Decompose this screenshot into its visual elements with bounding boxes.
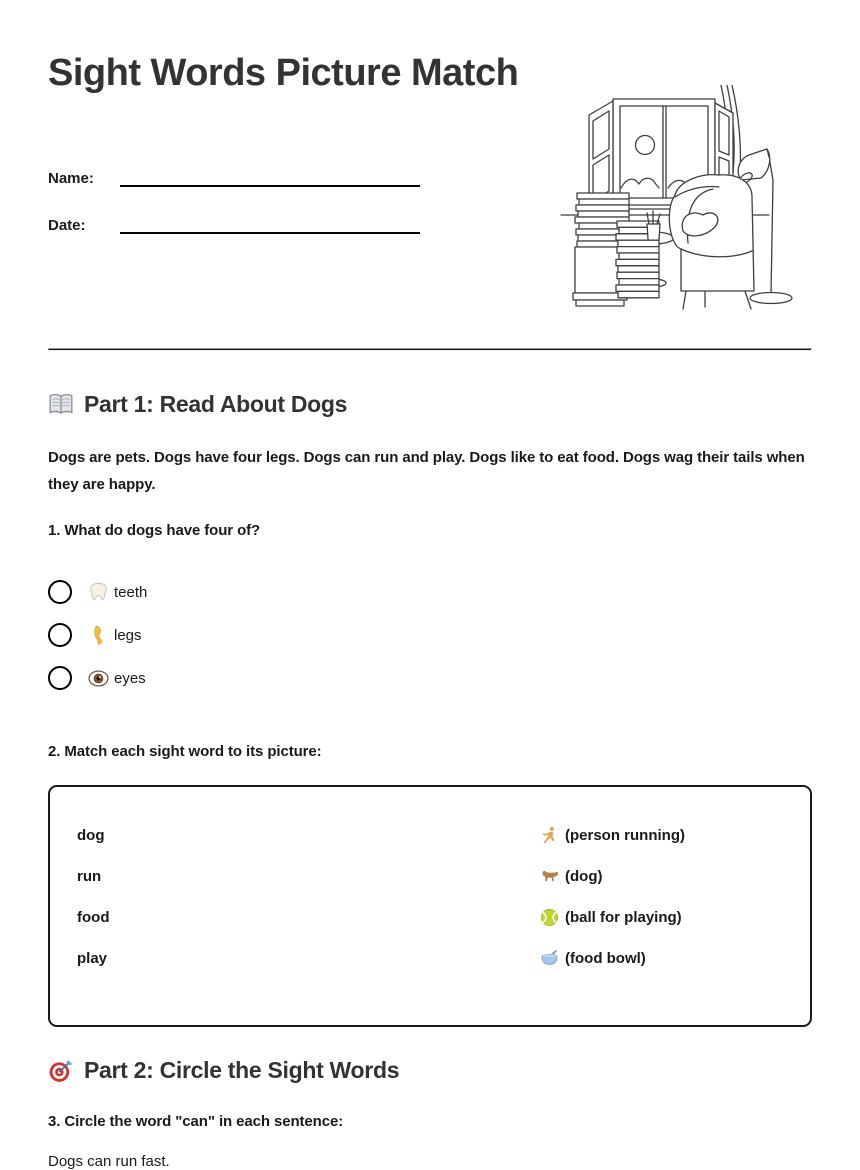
radio-option-legs — [48, 623, 812, 647]
option-label: legs — [114, 626, 142, 644]
part1-heading-text: Part 1: Read About Dogs — [84, 391, 348, 417]
part2-heading — [48, 1057, 812, 1084]
match-row — [77, 908, 810, 926]
date-field-row — [48, 212, 420, 234]
picture-label: (person running) — [565, 827, 685, 844]
name-label: Name: — [48, 170, 94, 187]
sight-word: dog — [77, 827, 105, 844]
header — [0, 0, 860, 348]
date-write-line — [120, 212, 420, 234]
name-write-line — [120, 165, 420, 187]
question-2: 2. Match each sight word to its picture: — [48, 743, 322, 760]
part2-heading-text: Part 2: Circle the Sight Words — [84, 1057, 400, 1083]
picture-item — [540, 867, 810, 886]
sight-word: run — [77, 868, 102, 885]
picture-label: (food bowl) — [565, 950, 646, 967]
match-row — [77, 826, 810, 844]
name-field-row — [48, 165, 420, 187]
target-dart-icon — [48, 1058, 74, 1084]
picture-item — [540, 826, 810, 845]
person-running-icon — [540, 826, 559, 845]
match-row — [77, 867, 810, 885]
dog-icon — [540, 867, 559, 886]
bowl-icon — [540, 949, 559, 968]
question-1: 1. What do dogs have four of? — [48, 522, 261, 539]
page-title: Sight Words Picture Match — [48, 52, 519, 94]
reading-nook-illustration — [555, 85, 805, 315]
tooth-icon — [88, 582, 109, 603]
reading-passage: Dogs are pets. Dogs have four legs. Dogs can run and play. Dogs like to eat food. Dogs wag their tails when they are happy. — [48, 449, 805, 493]
match-box — [48, 785, 812, 1027]
sight-word: play — [77, 950, 108, 967]
radio-button[interactable] — [48, 580, 72, 604]
radio-button[interactable] — [48, 666, 72, 690]
open-book-icon — [48, 392, 74, 418]
sight-word: food — [77, 909, 110, 926]
circle-sentence: Dogs can run fast. — [48, 1153, 170, 1170]
q1-options — [48, 580, 812, 690]
radio-option-teeth — [48, 580, 812, 604]
match-row — [77, 949, 810, 967]
picture-label: (dog) — [565, 868, 603, 885]
option-label: teeth — [114, 583, 148, 601]
part1-heading — [48, 391, 812, 418]
picture-label: (ball for playing) — [565, 909, 682, 926]
question-3: 3. Circle the word "can" in each sentence: — [48, 1113, 344, 1130]
option-label: eyes — [114, 669, 146, 687]
ball-icon — [540, 908, 559, 927]
leg-icon — [88, 625, 109, 646]
radio-button[interactable] — [48, 623, 72, 647]
picture-item — [540, 949, 810, 968]
date-label: Date: — [48, 217, 86, 234]
divider-rule — [48, 348, 812, 351]
radio-option-eyes — [48, 666, 812, 690]
eye-icon — [88, 668, 109, 689]
picture-item — [540, 908, 810, 927]
